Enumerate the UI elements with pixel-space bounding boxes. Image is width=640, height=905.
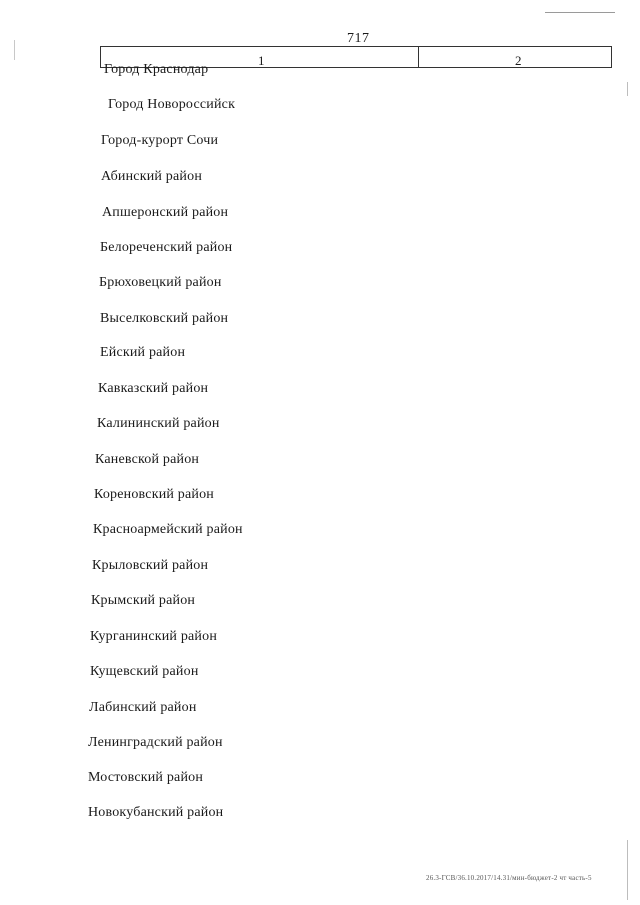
table-header-col-1-label: 1 bbox=[258, 53, 265, 68]
district-name: Кавказский район bbox=[98, 381, 209, 396]
district-name: Город-курорт Сочи bbox=[101, 133, 219, 148]
district-name: Брюховецкий район bbox=[99, 275, 222, 290]
table-header-col-2-label: 2 bbox=[515, 53, 522, 68]
scan-edge-mark-right bbox=[627, 82, 628, 96]
page-number: 717 bbox=[347, 31, 370, 46]
district-name: Мостовский район bbox=[88, 770, 204, 785]
district-name: Крымский район bbox=[91, 593, 196, 608]
district-name: Город Новороссийск bbox=[108, 97, 236, 112]
district-name: Крыловский район bbox=[92, 558, 209, 573]
district-name: Абинский район bbox=[101, 169, 203, 184]
scan-edge-mark-right bbox=[627, 840, 628, 900]
district-name: Новокубанский район bbox=[88, 805, 224, 820]
district-name: Кореновский район bbox=[94, 487, 214, 502]
district-name: Ейский район bbox=[100, 345, 186, 360]
scan-edge-mark bbox=[14, 40, 15, 60]
district-name: Белореченский район bbox=[100, 240, 233, 255]
district-name: Курганинский район bbox=[90, 629, 218, 644]
district-name: Калининский район bbox=[97, 416, 220, 431]
district-name: Лабинский район bbox=[89, 700, 197, 715]
district-name: Выселковский район bbox=[100, 311, 229, 326]
district-name: Красноармейский район bbox=[93, 522, 243, 537]
district-name: Апшеронский район bbox=[102, 205, 229, 220]
top-right-rule bbox=[545, 12, 615, 13]
district-name: Ленинградский район bbox=[88, 735, 223, 750]
district-name: Кущевский район bbox=[90, 664, 199, 679]
document-code: 26.3-ГСВ/36.10.2017/14.31/мин-бюджет-2 чт часть-5 bbox=[426, 874, 592, 882]
table-header-col-2 bbox=[419, 47, 611, 67]
district-name: Город Краснодар bbox=[104, 62, 209, 77]
district-name: Каневской район bbox=[95, 452, 200, 467]
